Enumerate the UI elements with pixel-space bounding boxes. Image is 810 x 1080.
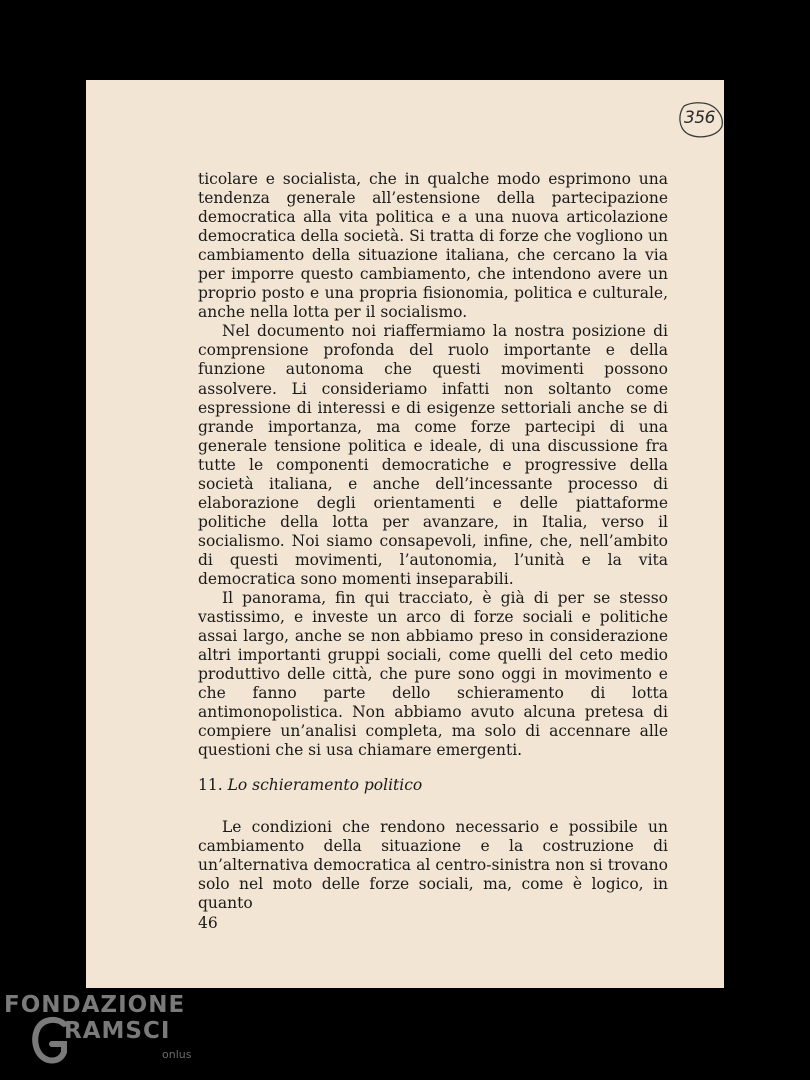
body-text <box>198 170 668 760</box>
logo-line-1: FONDAZIONE <box>4 992 186 1018</box>
paragraph-3: Il panorama, fin qui tracciato, è già di per se stesso vastissimo, e investe un arco di forze sociali e politiche assai largo, anche se non abbiamo preso in considerazione altri importanti gruppi sociali, come quelli del ceto medio produttivo delle città, che pure sono oggi in movimento e che fanno parte dello schieramento di lotta antimonopolistica. Non abbiamo avuto alcuna pretesa di compiere un’analisi completa, ma solo di accennare alle questioni che si usa chiamare emergenti. <box>198 589 668 760</box>
section-number: 11. <box>198 776 223 794</box>
section-heading <box>198 776 422 794</box>
annotation-number: 356 <box>684 108 715 128</box>
paragraph-2: Nel documento noi riaffermiamo la nostra posizione di comprensione profonda del ruolo importante e della funzione autonoma che questi movimenti possono assolvere. Li consideriamo infatti non soltanto come espressione di interessi e di esigenze settoriali anche se di grande importanza, ma come forze partecipi di una generale tensione politica e ideale, di una discussione fra tutte le componenti democratiche e progressive della società italiana, e anche dell’incessante processo di elaborazione degli orientamenti e delle piattaforme politiche della lotta per avanzare, in Italia, verso il socialismo. Noi siamo consapevoli, infine, che, nell’ambito di questi movimenti, l’autonomia, l’unità e la vita democratica sono momenti inseparabili. <box>198 322 668 588</box>
logo-line-2: RAMSCI <box>64 1018 171 1044</box>
page-number: 46 <box>198 914 218 932</box>
section-title: Lo schieramento politico <box>227 776 423 794</box>
section-paragraph: Le condizioni che rendono necessario e possibile un cambiamento della situazione e la costruzione di un’alternativa democratica al centro-sinistra non si trovano solo nel moto delle forze sociali, ma, come è logico, in quanto <box>198 818 668 913</box>
logo-subtitle: onlus <box>162 1048 192 1061</box>
fondazione-gramsci-logo <box>4 992 204 1072</box>
paragraph-1: ticolare e socialista, che in qualche modo esprimono una tendenza generale all’estensione della partecipazione democratica alla vita politica e a una nuova articolazione democratica della società. Si tratta di forze che vogliono un cambiamento della situazione italiana, che cercano la via per imporre questo cambiamento, che intendono avere un proprio posto e una propria fisionomia, politica e culturale, anche nella lotta per il socialismo. <box>198 170 668 322</box>
